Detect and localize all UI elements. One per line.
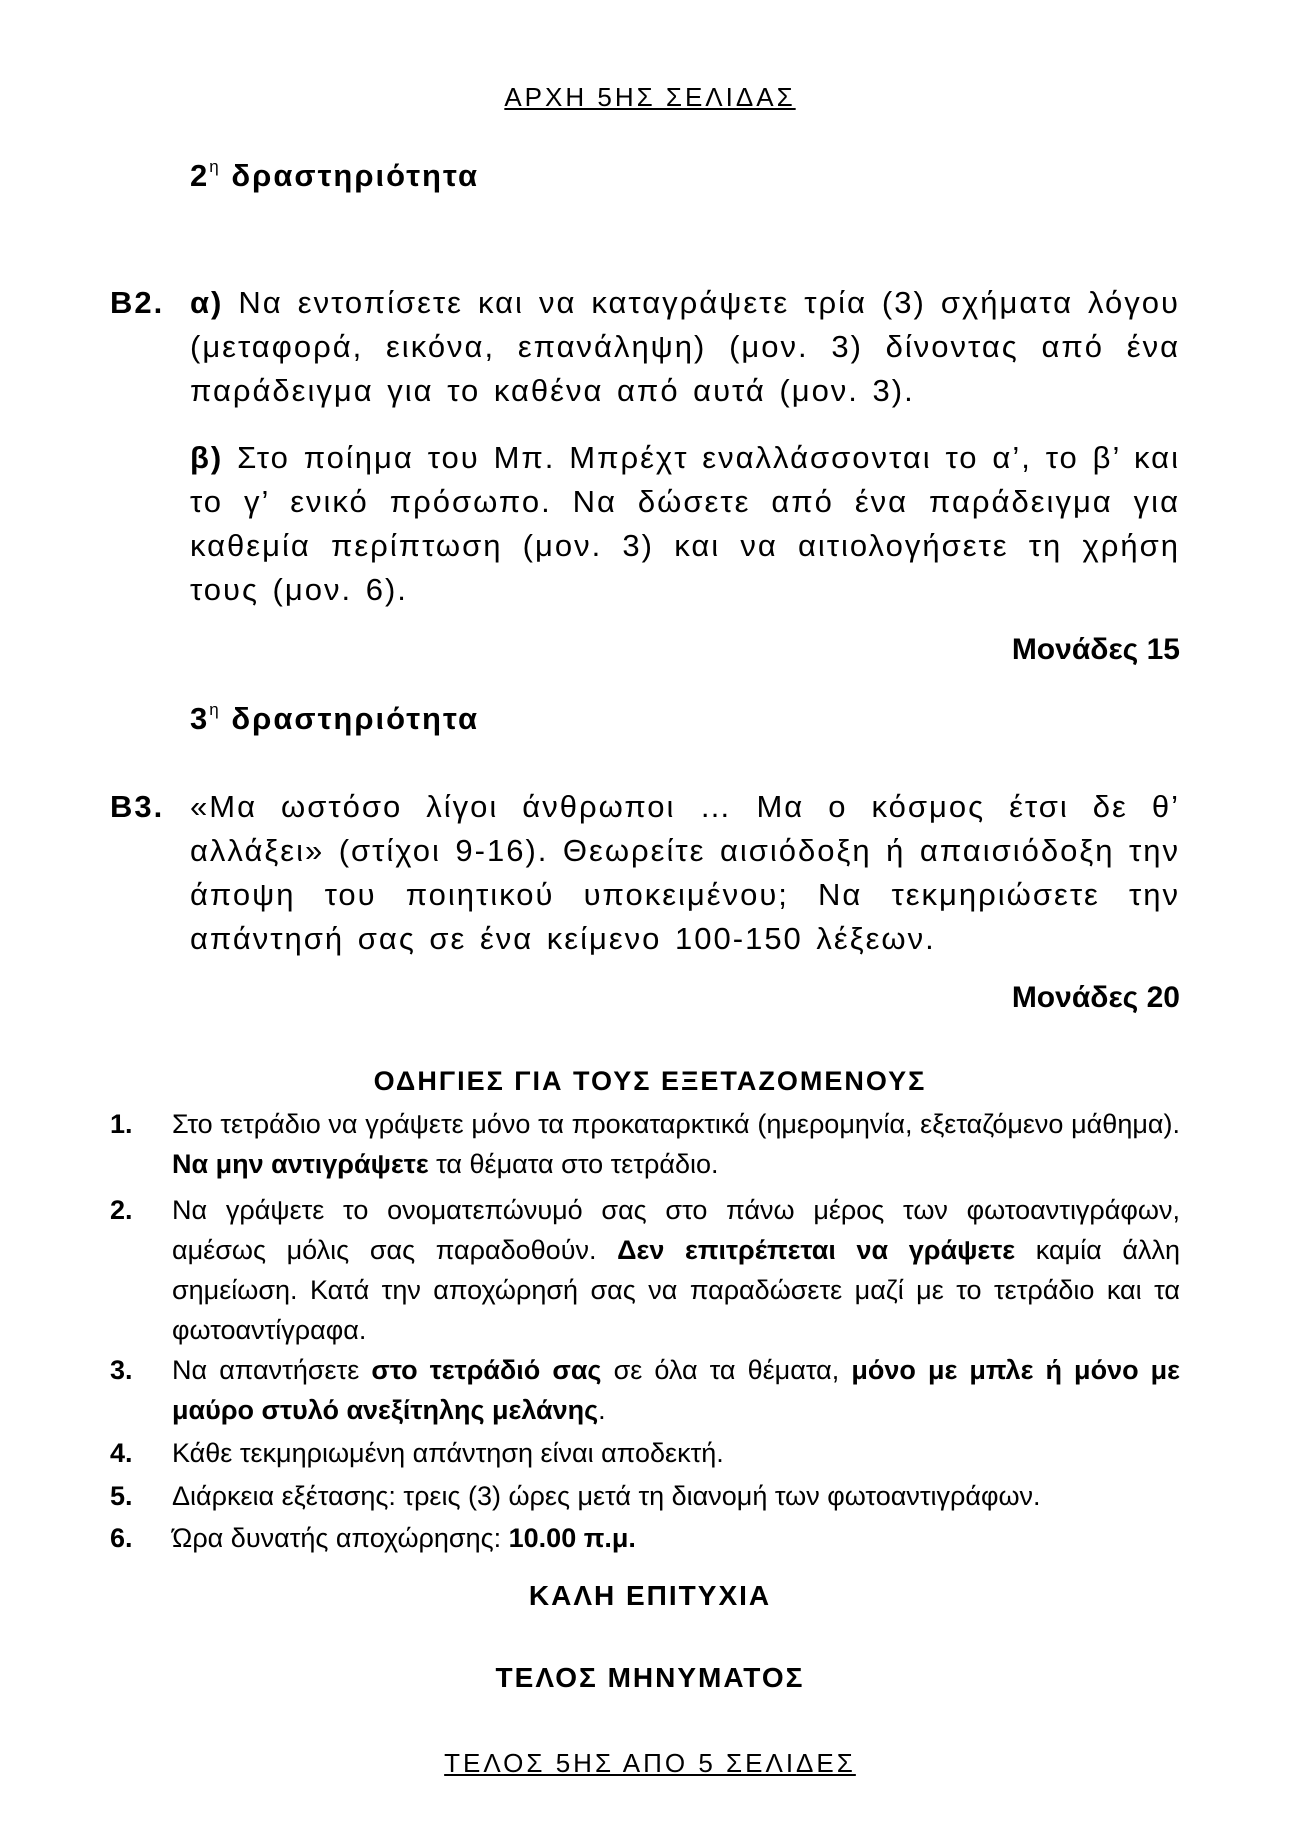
end-of-message: ΤΕΛΟΣ ΜΗΝΥΜΑΤΟΣ: [495, 1662, 805, 1693]
instruction-item-5: 5. Διάρκεια εξέτασης: τρεις (3) ώρες μετά τη διανομή των φωτοαντιγράφων.: [110, 1481, 1041, 1511]
question-b3-label: Β3.: [110, 789, 165, 824]
b2-marks: Μονάδες 15: [1011, 633, 1180, 666]
instruction-item-3: 3. Να απαντήσετε στο τετράδιό σας σε όλα τα θέματα, μόνο με μπλε ή μόνο με μαύρο στυλό ανεξίτηλης μελάνης.: [110, 1355, 1181, 1425]
question-b2-label: Β2.: [110, 285, 165, 320]
b3-marks: Μονάδες 20: [1011, 981, 1180, 1014]
good-luck: ΚΑΛΗ ΕΠΙΤΥΧΙΑ: [528, 1580, 772, 1611]
question-b2-b: β) Στο ποίημα του Μπ. Μπρέχτ εναλλάσσονται το α’, το β’ και το γ’ ενικό πρόσωπο. Να δώσετε από ένα παράδειγμα για καθεμία περίπτωση (μον. 3) και να αιτιολογήσετε τη χρήση τους (μον. 6).: [190, 440, 1180, 607]
instruction-item-4: 4. Κάθε τεκμηριωμένη απάντηση είναι αποδεκτή.: [110, 1438, 724, 1468]
instruction-item-6: 6. Ώρα δυνατής αποχώρησης: 10.00 π.μ.: [110, 1523, 636, 1553]
page-footer: ΤΕΛΟΣ 5ΗΣ ΑΠΟ 5 ΣΕΛΙΔΕΣ: [444, 1748, 856, 1778]
question-b3-text: «Μα ωστόσο λίγοι άνθρωποι … Μα ο κόσμος έτσι δε θ’ αλλάξει» (στίχοι 9-16). Θεωρείτε αισιόδοξη ή απαισιόδοξη την άποψη του ποιητικού υποκειμένου; Να τεκμηριώσετε την απάντησή σας σε ένα κείμενο 100-150 λέξεων.: [190, 789, 1180, 956]
instructions-title: ΟΔΗΓΙΕΣ ΓΙΑ ΤΟΥΣ ΕΞΕΤΑΖΟΜΕΝΟΥΣ: [373, 1066, 927, 1096]
page-header: ΑΡΧΗ 5ΗΣ ΣΕΛΙΔΑΣ: [504, 82, 796, 112]
instruction-item-2: 2. Να γράψετε το ονοματεπώνυμό σας στο πάνω μέρος των φωτοαντιγράφων, αμέσως μόλις σας παραδοθούν. Δεν επιτρέπεται να γράψετε καμία άλλη σημείωση. Κατά την αποχώρησή σας να παραδώσετε μαζί με το τετράδιο και τα φωτοαντίγραφα.: [110, 1195, 1180, 1345]
question-b2-a: α) Να εντοπίσετε και να καταγράψετε τρία (3) σχήματα λόγου (μεταφορά, εικόνα, επανάληψη) (μον. 3) δίνοντας από ένα παράδειγμα για το καθένα από αυτά (μον. 3).: [190, 285, 1180, 408]
instruction-item-1: 1. Στο τετράδιο να γράψετε μόνο τα προκαταρκτικά (ημερομηνία, εξεταζόμενο μάθημα). Να μην αντιγράψετε τα θέματα στο τετράδιο.: [110, 1109, 1180, 1179]
activity-3-heading: $3^\eta$ δραστηριότητα: [190, 699, 480, 736]
activity-2-heading: $2^\eta$ δραστηριότητα: [190, 156, 480, 193]
